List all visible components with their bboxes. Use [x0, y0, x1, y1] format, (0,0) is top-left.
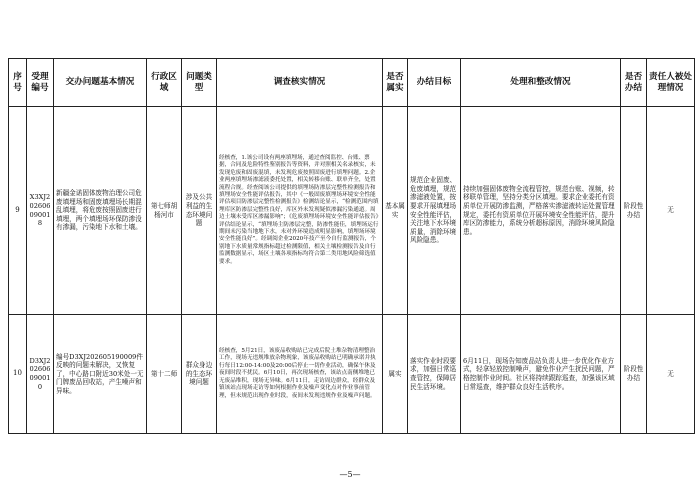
header-cell: 序号 — [9, 59, 27, 107]
investigation-details: 经核查，5月21日，该废品收购站已完成后院土堆杂物清理整治工作，现场无违规堆放杂物现象，该废品收购站已明确承诺并执行每日12:00-14:00及20:00后停止一切作业活动，确保午休及夜间时段不扰民。6月10日，再次现场核查，该站点南侧堆地已无废品堆积，现场无异味。6月11日，走访周边群众，经群众及镇该站点现场走访等如何根据作业及噪声变化点对作业事前管理，但未规范出现作业时段，夜间未发现违规作业及噪声问题。 — [217, 315, 383, 434]
header-cell: 是否办结 — [621, 59, 647, 107]
completion-goal: 规范企业固废、危废填埋，规范渗滤液处置，按要求开展填埋场安全性能评估，关注地下水环境质量，消除环境风险隐患。 — [408, 107, 461, 315]
admin-region: 第十二师 — [147, 315, 182, 434]
header-cell: 是否属实 — [383, 59, 408, 107]
header-cell: 行政区域 — [147, 59, 182, 107]
page-number: —5— — [339, 470, 361, 479]
header-cell: 处理和整改情况 — [461, 59, 621, 107]
header-cell: 办结目标 — [408, 59, 461, 107]
header-cell: 责任人被处理情况 — [647, 59, 695, 107]
case-table — [8, 58, 695, 434]
problem-type: 涉及公共利益的生态环境问题 — [182, 107, 217, 315]
header-cell: 受理编号 — [27, 59, 54, 107]
responsible-person-handling: 无 — [647, 315, 695, 434]
case-id: X3XJ202606090018 — [27, 107, 54, 315]
handling-rectification: 6月11日，现场告知废品站负责人进一步优化作业方式，轻拿轻放控制噪声，避免作业产生扰民问题，严格控制作业时间。社区将持续跟踪巡查，加强该区域日常巡查，维护群众良好生活秩序。 — [461, 315, 621, 434]
basic-situation: 编号D3XJ202605190009件反映的问题未解决，又恢复了，中心路口附近30米处一无门牌废品回收站，产生噪声和异味。 — [54, 315, 147, 434]
row-number: 10 — [9, 315, 27, 434]
basic-situation: 新疆金诺固体废物治理公司危废填埋场和固废填埋场长期混乱填埋，将危废按照固废进行填埋，两个填埋场环保防渗没有渗漏，污染地下水和土壤。 — [54, 107, 147, 315]
is-true: 基本属实 — [383, 107, 408, 315]
table-header-row — [9, 59, 695, 107]
is-true: 属实 — [383, 315, 408, 434]
admin-region: 第七师胡杨河市 — [147, 107, 182, 315]
is-completed: 阶段性办结 — [621, 107, 647, 315]
case-id: D3XJ202606090010 — [27, 315, 54, 434]
problem-type: 群众身边的生态环境问题 — [182, 315, 217, 434]
investigation-details: 经核查，1.该公司设有两座填埋场，通过查阅监控、台账、票据，合同及危险特性鉴别报告等资料，并对照相关名录核实，未发现危废和固废混填，未发现危废按照固废进行填埋问题。2.企业两座填埋场渗滤液委托处置，相关转移台账、联单齐全，处置流程合规。经查阅该公司提供的填埋场防渗层完整性检测报告和填埋场安全性能评估报告，其中《一般固废填埋场环境安全性能评估项目防渗层完整性检测报告》检测结论显示，“检测范围内填埋库区防渗层完整性良好，库区外未发现疑似渗漏污染通道。周边土壤未受库区渗漏影响”；《危废填埋场环境安全性能评估报告》评估结论显示，“填埋场主防渗层完整，防渗性能佳，填埋场运行期间未污染当地地下水，未对外环境造成明显影响，填埋场环境安全性能良好”。经调阅企业2020年技产至今自行监测报告，个别地下水质量常规指标超过检测限值，相关土壤检测报告及自行监测数据显示，场区土壤各项指标均符合第二类用地风险筛选值要求。 — [217, 107, 383, 315]
table-row — [9, 107, 695, 315]
row-number: 9 — [9, 107, 27, 315]
responsible-person-handling: 无 — [647, 107, 695, 315]
table-row — [9, 315, 695, 434]
header-cell: 调查核实情况 — [217, 59, 383, 107]
is-completed: 阶段性办结 — [621, 315, 647, 434]
header-cell: 交办问题基本情况 — [54, 59, 147, 107]
header-cell: 问题类型 — [182, 59, 217, 107]
handling-rectification: 持续加强固体废物全流程管控，规范台账、视频，转移联单管理，坚持分类分区填埋。要求企业委托有资质单位开展防渗监测，严格落实渗滤液转运处置管理规定，委托有资质单位开展环境安全性能评估，提升库区防渗能力，系统分析超标原因，消除环境风险隐患。 — [461, 107, 621, 315]
completion-goal: 落实作业时段要求，加强日常巡查管控，保障居民生活环境。 — [408, 315, 461, 434]
